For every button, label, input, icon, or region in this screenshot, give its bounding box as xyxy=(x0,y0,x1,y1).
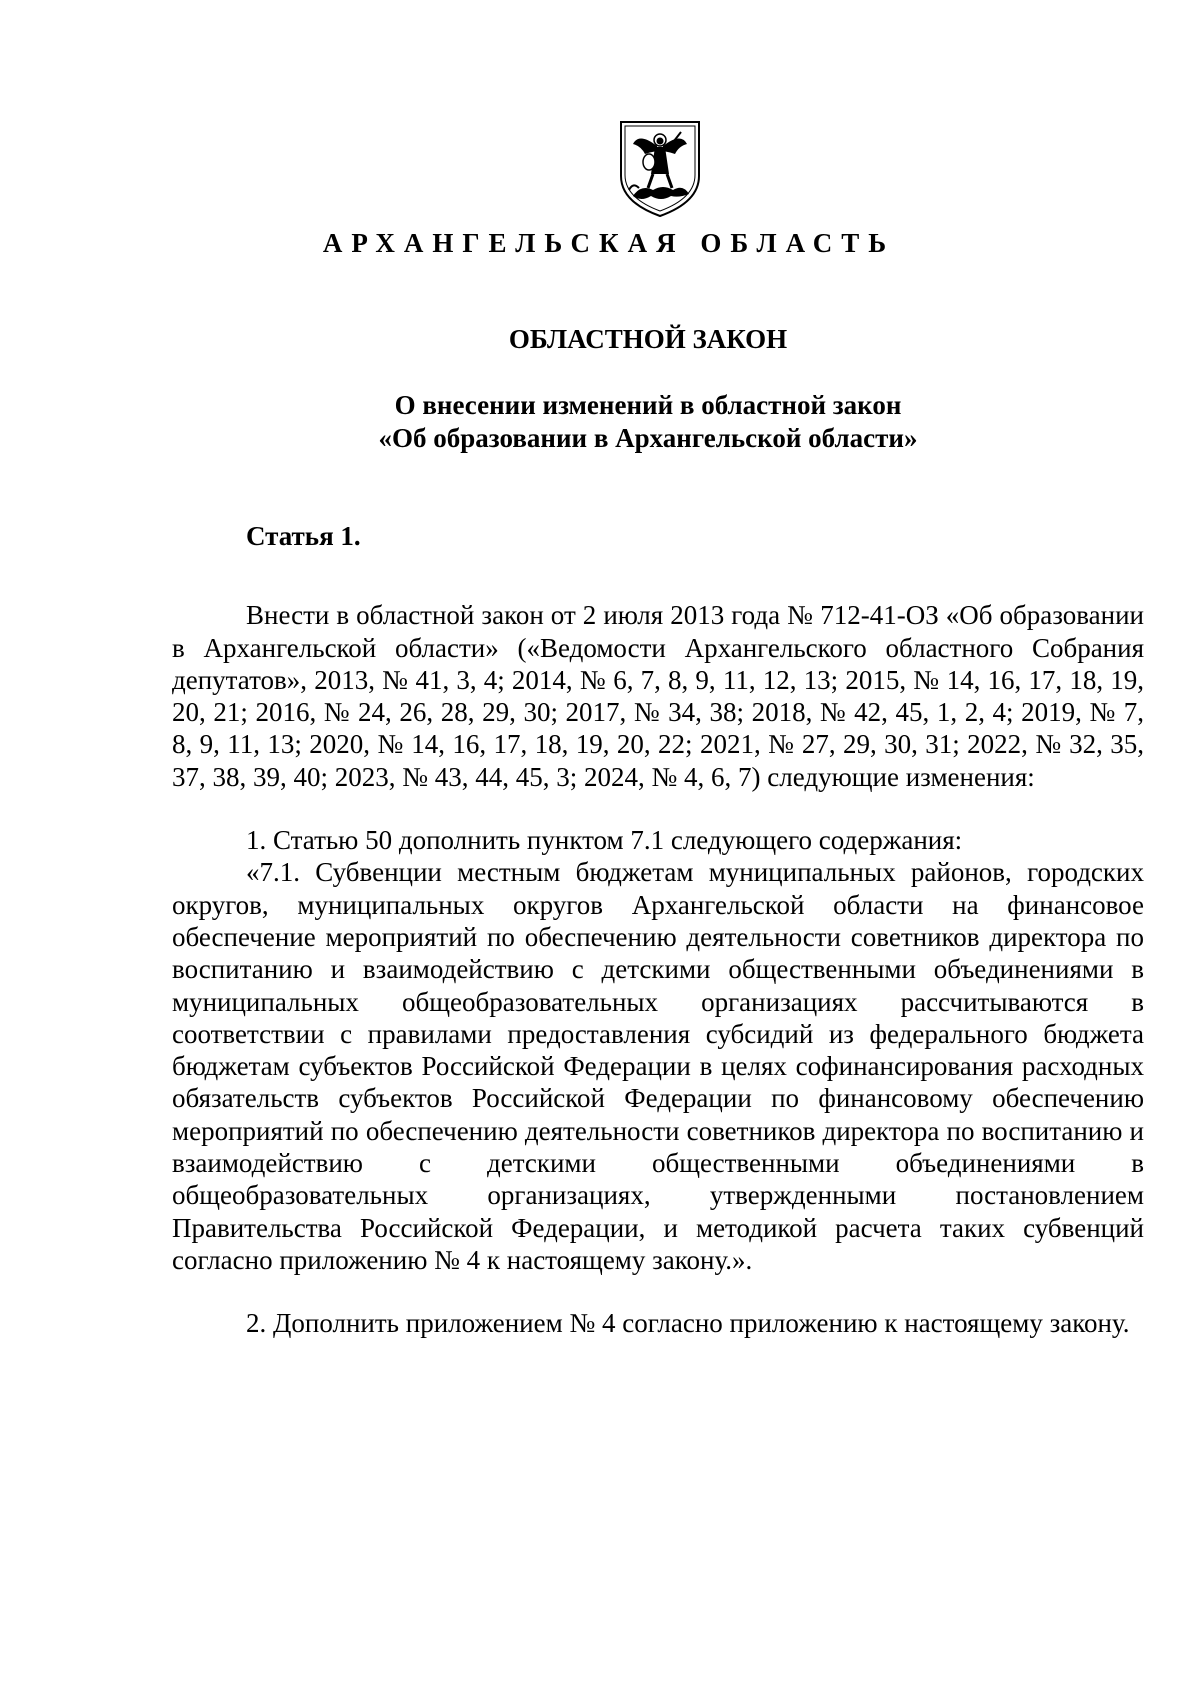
title-line-1: О внесении изменений в областной закон xyxy=(394,390,902,420)
amendment-item-1-text: «7.1. Субвенции местным бюджетам муниципальных районов, городских округов, муниципальных округов Архангельской области на финансовое обеспечение мероприятий по обеспечению деятельности советников директора по воспитанию и взаимодействию с детскими общественными объединениями в муниципальных общеобразовательных организациях рассчитываются в соответствии с правилами предоставления субсидий из федерального бюджета бюджетам субъектов Российской Федерации в целях софинансирования расходных обязательств субъектов Российской Федерации по финансовому обеспечению мероприятий по обеспечению деятельности советников директора по воспитанию и взаимодействию с детскими общественными объединениями в общеобразовательных организациях, утвержденными постановлением Правительства Российской Федерации, и методикой расчета таких субвенций согласно приложению № 4 к настоящему закону.». xyxy=(172,857,1144,1275)
document-type: ОБЛАСТНОЙ ЗАКОН xyxy=(508,324,788,354)
amendment-item-1: 1. Статью 50 дополнить пунктом 7.1 следующего содержания: xyxy=(246,825,963,856)
archangel-michael-coat-of-arms-icon xyxy=(615,118,705,220)
amendment-item-2: 2. Дополнить приложением № 4 согласно приложению к настоящему закону. xyxy=(246,1308,1130,1339)
article-heading: Статья 1. xyxy=(246,521,361,551)
document-title xyxy=(0,389,1200,455)
document-body xyxy=(172,520,1144,1340)
article-intro-paragraph: Внести в областной закон от 2 июля 2013 года № 712-41-ОЗ «Об образовании в Архангельской области» («Ведомости Архангельского областного Собрания депутатов», 2013, № 41, 3, 4; 2014, № 6, 7, 8, 9, 11, 12, 13; 2015, № 14, 16, 17, 18, 19, 20, 21; 2016, № 24, 26, 28, 29, 30; 2017, № 34, 38; 2018, № 42, 45, 1, 2, 4; 2019, № 7, 8, 9, 11, 13; 2020, № 14, 16, 17, 18, 19, 20, 22; 2021, № 27, 29, 30, 31; 2022, № 32, 35, 37, 38, 39, 40; 2023, № 43, 44, 45, 3; 2024, № 4, 6, 7) следующие изменения: xyxy=(172,600,1144,792)
region-name: АРХАНГЕЛЬСКАЯ ОБЛАСТЬ xyxy=(322,228,896,258)
title-line-2: «Об образовании в Архангельской области» xyxy=(378,423,918,453)
